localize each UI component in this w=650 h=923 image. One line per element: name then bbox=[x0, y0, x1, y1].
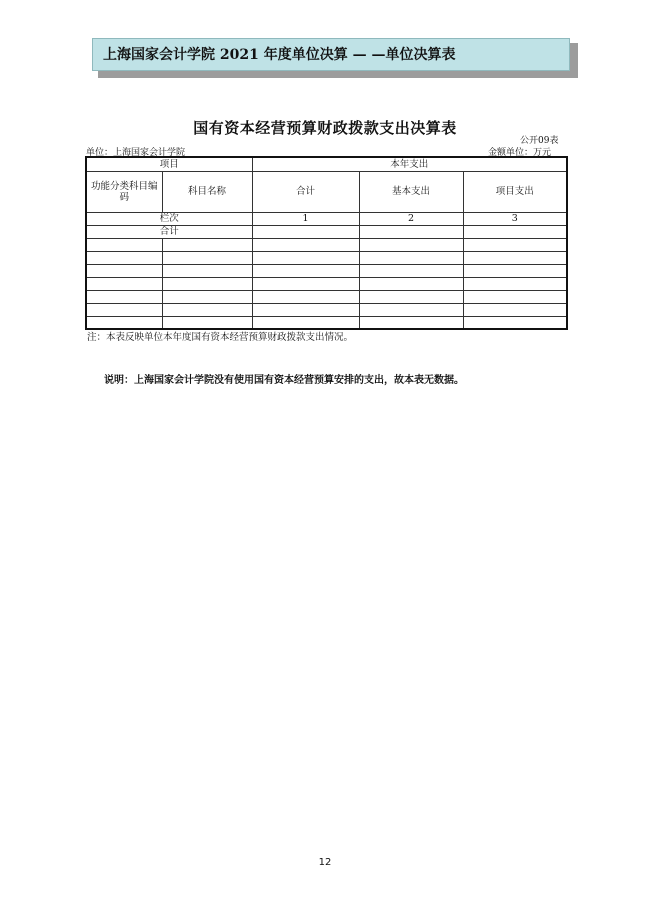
row-index-label: 栏次 bbox=[86, 212, 252, 225]
column-header-code: 功能分类科目编码 bbox=[86, 171, 162, 212]
index-cell-1: 1 bbox=[252, 212, 359, 225]
table-cell bbox=[252, 316, 359, 329]
table-cell bbox=[162, 290, 252, 303]
table-cell bbox=[86, 251, 162, 264]
table-cell bbox=[359, 225, 463, 238]
table-row bbox=[86, 290, 567, 303]
explanation-text: 说明：上海国家会计学院没有使用国有资本经营预算安排的支出，故本表无数据。 bbox=[104, 375, 464, 386]
row-total-label: 合计 bbox=[86, 225, 252, 238]
table-cell bbox=[86, 238, 162, 251]
form-code: 公开09表 bbox=[520, 136, 559, 146]
table-cell bbox=[162, 277, 252, 290]
page-number: 12 bbox=[318, 857, 332, 868]
table-cell bbox=[162, 251, 252, 264]
table-cell bbox=[252, 277, 359, 290]
table-cell bbox=[463, 303, 567, 316]
table-cell bbox=[463, 251, 567, 264]
table-cell bbox=[86, 303, 162, 316]
table-cell bbox=[252, 225, 359, 238]
table-cell bbox=[359, 303, 463, 316]
report-title: 国有资本经营预算财政拨款支出决算表 bbox=[193, 119, 457, 137]
table-cell bbox=[162, 316, 252, 329]
table-cell bbox=[252, 251, 359, 264]
table-cell bbox=[162, 303, 252, 316]
unit-label: 单位：上海国家会计学院 bbox=[86, 148, 186, 158]
table-row bbox=[86, 264, 567, 277]
column-header-basic: 基本支出 bbox=[359, 171, 463, 212]
table-row bbox=[86, 316, 567, 329]
table-cell bbox=[463, 238, 567, 251]
index-cell-3: 3 bbox=[463, 212, 567, 225]
table-header-row bbox=[86, 157, 567, 171]
table-cell bbox=[359, 251, 463, 264]
table-subheader-row bbox=[86, 171, 567, 212]
table-cell bbox=[463, 316, 567, 329]
document-header bbox=[92, 38, 578, 78]
table-cell bbox=[463, 290, 567, 303]
table-cell bbox=[359, 264, 463, 277]
table-cell bbox=[463, 264, 567, 277]
table-cell bbox=[162, 238, 252, 251]
table-row-index bbox=[86, 212, 567, 225]
table-cell bbox=[463, 277, 567, 290]
table-note: 注：本表反映单位本年度国有资本经营预算财政拨款支出情况。 bbox=[87, 332, 354, 343]
column-header-project: 项目支出 bbox=[463, 171, 567, 212]
table-cell bbox=[86, 277, 162, 290]
table-row-total bbox=[86, 225, 567, 238]
table-cell bbox=[359, 277, 463, 290]
table-cell bbox=[86, 316, 162, 329]
column-header-total: 合计 bbox=[252, 171, 359, 212]
table-row bbox=[86, 277, 567, 290]
table-row bbox=[86, 251, 567, 264]
table-cell bbox=[252, 238, 359, 251]
header-title: 上海国家会计学院 2021 年度单位决算 — —单位决算表 bbox=[92, 38, 570, 71]
table-cell bbox=[359, 290, 463, 303]
column-header-name: 科目名称 bbox=[162, 171, 252, 212]
table-cell bbox=[86, 264, 162, 277]
table-cell bbox=[463, 225, 567, 238]
table-cell bbox=[359, 238, 463, 251]
table-row bbox=[86, 303, 567, 316]
amount-unit-label: 金额单位：万元 bbox=[488, 148, 552, 158]
table-row bbox=[86, 238, 567, 251]
table-cell bbox=[359, 316, 463, 329]
table-cell bbox=[252, 290, 359, 303]
group-header-expense: 本年支出 bbox=[252, 157, 567, 171]
index-cell-2: 2 bbox=[359, 212, 463, 225]
table-cell bbox=[252, 303, 359, 316]
table-cell bbox=[252, 264, 359, 277]
expense-table bbox=[85, 156, 568, 330]
group-header-item: 项目 bbox=[86, 157, 252, 171]
table-cell bbox=[86, 290, 162, 303]
table-cell bbox=[162, 264, 252, 277]
